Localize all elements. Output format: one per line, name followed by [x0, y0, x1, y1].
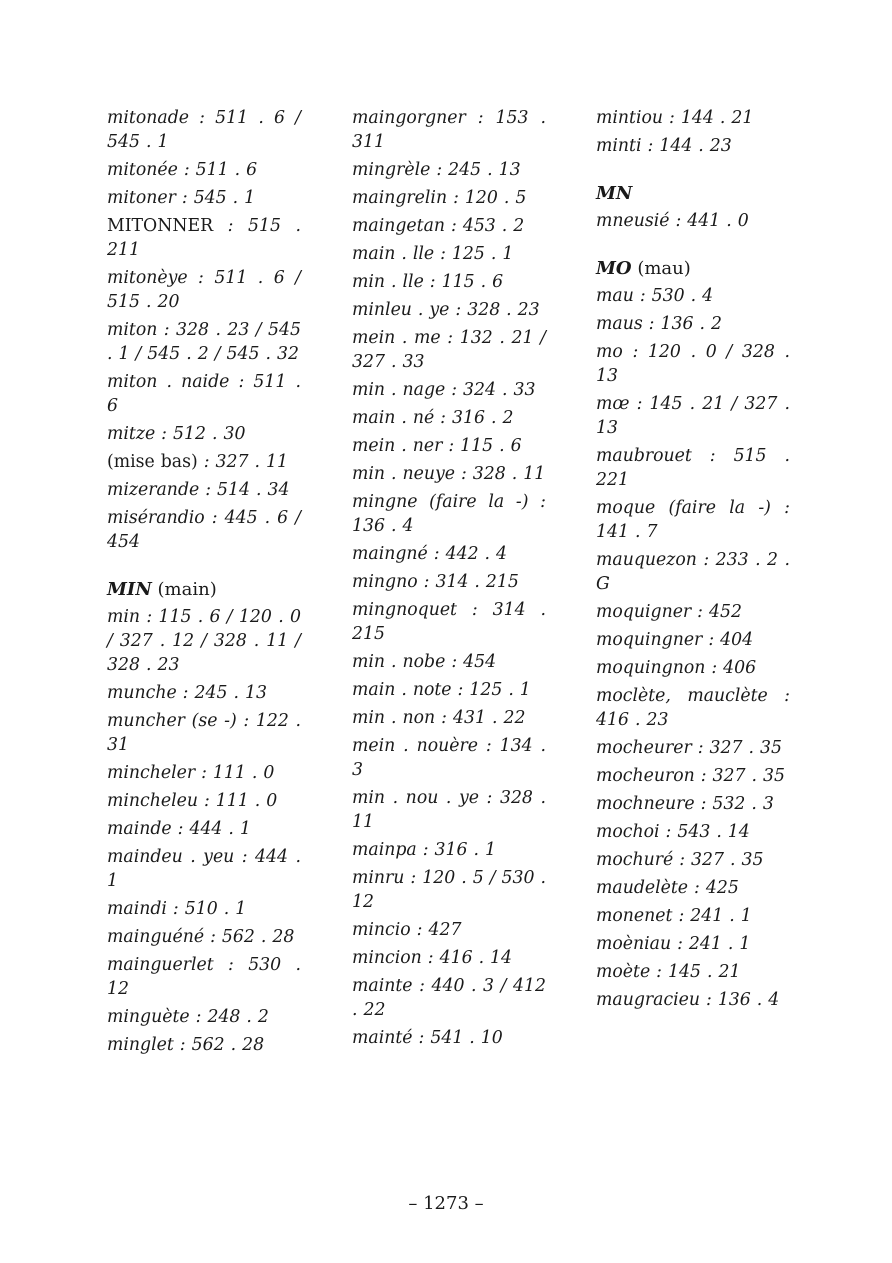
entry-headword: MITONNER [107, 216, 214, 236]
index-column-3 [596, 106, 790, 1016]
index-entry: moquingner : 404 [596, 630, 754, 650]
index-entry: mitze : 512 . 30 [107, 424, 246, 444]
section-letters: MO [596, 258, 632, 279]
index-entry: mein . me : 132 . 21 / 327 . 33 [352, 328, 546, 372]
section-heading [596, 182, 790, 206]
index-entry: maugracieu : 136 . 4 [596, 990, 780, 1010]
index-entry: mingrèle : 245 . 13 [352, 160, 521, 180]
section-gloss: (mau) [631, 258, 691, 279]
index-entry: mocheuron : 327 . 35 [596, 766, 786, 786]
index-entry: minleu . ye : 328 . 23 [352, 300, 540, 320]
index-entry: moquingnon : 406 [596, 658, 757, 678]
section-letters: MIN [107, 579, 152, 600]
index-entry: min . nou . ye : 328 . 11 [352, 788, 546, 832]
index-column-2 [352, 106, 546, 1054]
index-entry: minti : 144 . 23 [596, 136, 732, 156]
index-entry: mauquezon : 233 . 2 . G [596, 550, 790, 594]
index-entry: mainde : 444 . 1 [107, 819, 251, 839]
index-entry: mitoner : 545 . 1 [107, 188, 256, 208]
index-entry: mingno : 314 . 215 [352, 572, 519, 592]
section-letters: MN [596, 183, 633, 204]
index-entry: maubrouet : 515 . 221 [596, 446, 790, 490]
entry-headword: (mise bas) [107, 452, 198, 472]
index-entry: mitonèye : 511 . 6 / 515 . 20 [107, 268, 301, 312]
index-entry: maingetan : 453 . 2 [352, 216, 525, 236]
index-entry: mainguéné : 562 . 28 [107, 927, 295, 947]
index-entry: maingné : 442 . 4 [352, 544, 508, 564]
index-entry: miton : 328 . 23 / 545 . 1 / 545 . 2 / 545 . 32 [107, 320, 301, 364]
index-entry: moèniau : 241 . 1 [596, 934, 751, 954]
index-entry: maudelète : 425 [596, 878, 739, 898]
index-entry: main . note : 125 . 1 [352, 680, 531, 700]
index-entry [107, 214, 301, 262]
index-entry: min . non : 431 . 22 [352, 708, 526, 728]
index-entry: main . né : 316 . 2 [352, 408, 514, 428]
section-heading [107, 578, 301, 602]
index-entry: mitonade : 511 . 6 / 545 . 1 [107, 108, 301, 152]
page-number: – 1273 – [408, 1193, 484, 1214]
index-entry [107, 450, 301, 474]
index-entry: minru : 120 . 5 / 530 . 12 [352, 868, 546, 912]
index-entry: mochuré : 327 . 35 [596, 850, 764, 870]
index-entry: miton . naide : 511 . 6 [107, 372, 301, 416]
index-entry: mainpa : 316 . 1 [352, 840, 496, 860]
index-entry: min . nobe : 454 [352, 652, 497, 672]
index-entry: mocheurer : 327 . 35 [596, 738, 782, 758]
index-entry: mainguerlet : 530 . 12 [107, 955, 301, 999]
index-entry: monenet : 241 . 1 [596, 906, 752, 926]
index-entry: moque (faire la -) : 141 . 7 [596, 498, 790, 542]
section-gloss: (main) [151, 579, 217, 600]
index-entry: mœ : 145 . 21 / 327 . 13 [596, 394, 790, 438]
index-entry: mingnoquet : 314 . 215 [352, 600, 546, 644]
entry-reference: : 515 . 211 [107, 216, 301, 260]
index-entry: mein . nouère : 134 . 3 [352, 736, 546, 780]
index-entry: min . lle : 115 . 6 [352, 272, 504, 292]
index-entry: mizerande : 514 . 34 [107, 480, 290, 500]
index-entry: mo : 120 . 0 / 328 . 13 [596, 342, 790, 386]
index-entry: maus : 136 . 2 [596, 314, 722, 334]
index-entry: minglet : 562 . 28 [107, 1035, 265, 1055]
index-entry: maindi : 510 . 1 [107, 899, 247, 919]
entry-reference: : 327 . 11 [197, 452, 288, 472]
index-entry: mingne (faire la -) : 136 . 4 [352, 492, 546, 536]
index-entry: muncher (se -) : 122 . 31 [107, 711, 301, 755]
index-entry: mein . ner : 115 . 6 [352, 436, 522, 456]
index-entry: maingorgner : 153 . 311 [352, 108, 546, 152]
index-entry: moquigner : 452 [596, 602, 742, 622]
index-entry: mincheleu : 111 . 0 [107, 791, 278, 811]
index-entry: mochneure : 532 . 3 [596, 794, 774, 814]
index-entry: mneusié : 441 . 0 [596, 211, 749, 231]
index-entry: mincheler : 111 . 0 [107, 763, 275, 783]
index-entry: mau : 530 . 4 [596, 286, 714, 306]
index-entry: min : 115 . 6 / 120 . 0 / 327 . 12 / 328 . 11 / 328 . 23 [107, 607, 301, 675]
index-entry: mincion : 416 . 14 [352, 948, 513, 968]
index-entry: mainte : 440 . 3 / 412 . 22 [352, 976, 546, 1020]
index-entry: minguète : 248 . 2 [107, 1007, 269, 1027]
index-entry: min . neuye : 328 . 11 [352, 464, 546, 484]
section-heading [596, 257, 790, 281]
index-entry: mincio : 427 [352, 920, 462, 940]
index-entry: mainté : 541 . 10 [352, 1028, 503, 1048]
index-entry: munche : 245 . 13 [107, 683, 267, 703]
index-entry: maingrelin : 120 . 5 [352, 188, 527, 208]
index-entry: maindeu . yeu : 444 . 1 [107, 847, 301, 891]
index-entry: moète : 145 . 21 [596, 962, 741, 982]
index-entry: mochoi : 543 . 14 [596, 822, 750, 842]
index-entry: misérandio : 445 . 6 / 454 [107, 508, 301, 552]
index-entry: mitonée : 511 . 6 [107, 160, 258, 180]
index-entry: mintiou : 144 . 21 [596, 108, 754, 128]
index-entry: main . lle : 125 . 1 [352, 244, 514, 264]
index-entry: min . nage : 324 . 33 [352, 380, 536, 400]
index-column-1 [107, 106, 301, 1061]
index-entry: moclète, mauclète : 416 . 23 [596, 686, 790, 730]
